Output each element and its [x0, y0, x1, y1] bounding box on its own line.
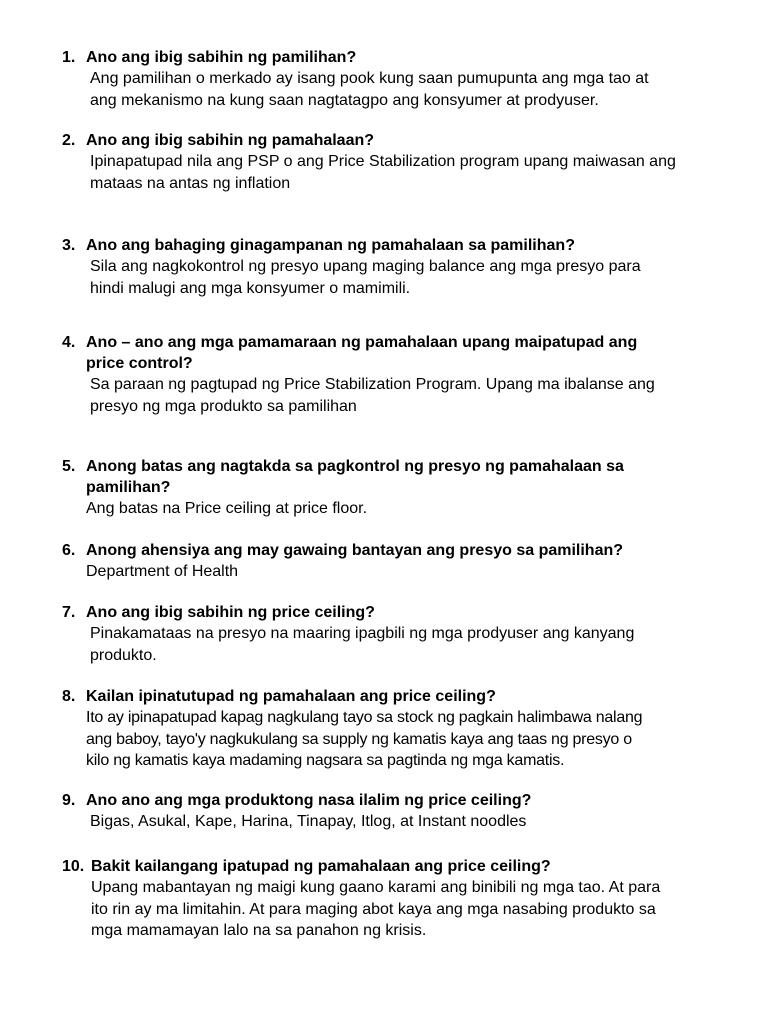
question-text: Anong ahensiya ang may gawaing bantayan ang presyo sa pamilihan?: [86, 542, 624, 559]
question-text: Ano – ano ang mga pamamaraan ng pamahalaan upang maipatupad ang price control?: [86, 334, 638, 372]
question-item-8: [62, 686, 742, 772]
item-number: 2.: [62, 132, 76, 149]
question-item-3: [62, 235, 742, 299]
answer-text: Ito ay ipinapatupad kapag nagkulang tayo sa stock ng pagkain halimbawa nalang ang baboy, tayo'y nagkukulang sa supply ng kamatis kaya ang taas ng presyo o kilo ng kamatis kaya madaming nagsara sa pagtinda ng mga kamatis.: [86, 709, 643, 769]
item-number: 4.: [62, 334, 76, 351]
item-number: 3.: [62, 237, 76, 254]
answer-text: Upang mabantayan ng maigi kung gaano karami ang binibili ng mga tao. At para ito rin ay ma limitahin. At para maging abot kaya ang mga nasabing produkto sa mga mamamayan lalo na sa panahon ng krisis.: [91, 879, 661, 939]
question-text: Bakit kailangang ipatupad ng pamahalaan ang price ceiling?: [91, 858, 551, 875]
question-item-9: [62, 790, 742, 833]
question-item-5: [62, 456, 742, 520]
question-item-6: [62, 540, 742, 583]
question-item-4: [62, 332, 742, 417]
item-number: 7.: [62, 604, 76, 621]
item-number: 8.: [62, 688, 76, 705]
answer-text: Ang batas na Price ceiling at price floor.: [86, 500, 368, 517]
question-text: Ano ang ibig sabihin ng price ceiling?: [86, 604, 375, 621]
item-number: 10.: [62, 858, 85, 875]
answer-text: Sila ang nagkokontrol ng presyo upang maging balance ang mga presyo para hindi malugi ang mga konsyumer o mamimili.: [90, 258, 641, 297]
question-text: Ano ang bahaging ginagampanan ng pamahalaan sa pamilihan?: [86, 237, 575, 254]
question-text: Ano ang ibig sabihin ng pamahalaan?: [86, 132, 375, 149]
question-item-7: [62, 602, 742, 666]
question-text: Kailan ipinatutupad ng pamahalaan ang price ceiling?: [86, 688, 496, 705]
question-item-10: [62, 856, 742, 942]
item-number: 6.: [62, 542, 76, 559]
item-number: 5.: [62, 458, 76, 475]
question-text: Ano ang ibig sabihin ng pamilihan?: [86, 49, 357, 66]
answer-text: Ipinapatupad nila ang PSP o ang Price Stabilization program upang maiwasan ang mataas na antas ng inflation: [90, 153, 676, 192]
question-item-1: [62, 47, 742, 111]
answer-text: Sa paraan ng pagtupad ng Price Stabilization Program. Upang ma ibalanse ang presyo ng mga produkto sa pamilihan: [90, 376, 655, 415]
item-number: 9.: [62, 792, 76, 809]
answer-text: Department of Health: [86, 563, 239, 580]
answer-text: Ang pamilihan o merkado ay isang pook kung saan pumupunta ang mga tao at ang mekanismo na kung saan nagtatagpo ang konsyumer at prodyuser.: [90, 70, 649, 109]
question-text: Ano ano ang mga produktong nasa ilalim ng price ceiling?: [86, 792, 532, 809]
question-item-2: [62, 130, 742, 194]
question-text: Anong batas ang nagtakda sa pagkontrol ng presyo ng pamahalaan sa pamilihan?: [86, 458, 624, 496]
answer-text: Pinakamataas na presyo na maaring ipagbili ng mga prodyuser ang kanyang produkto.: [90, 625, 635, 664]
answer-text: Bigas, Asukal, Kape, Harina, Tinapay, Itlog, at Instant noodles: [90, 813, 527, 830]
item-number: 1.: [62, 49, 76, 66]
